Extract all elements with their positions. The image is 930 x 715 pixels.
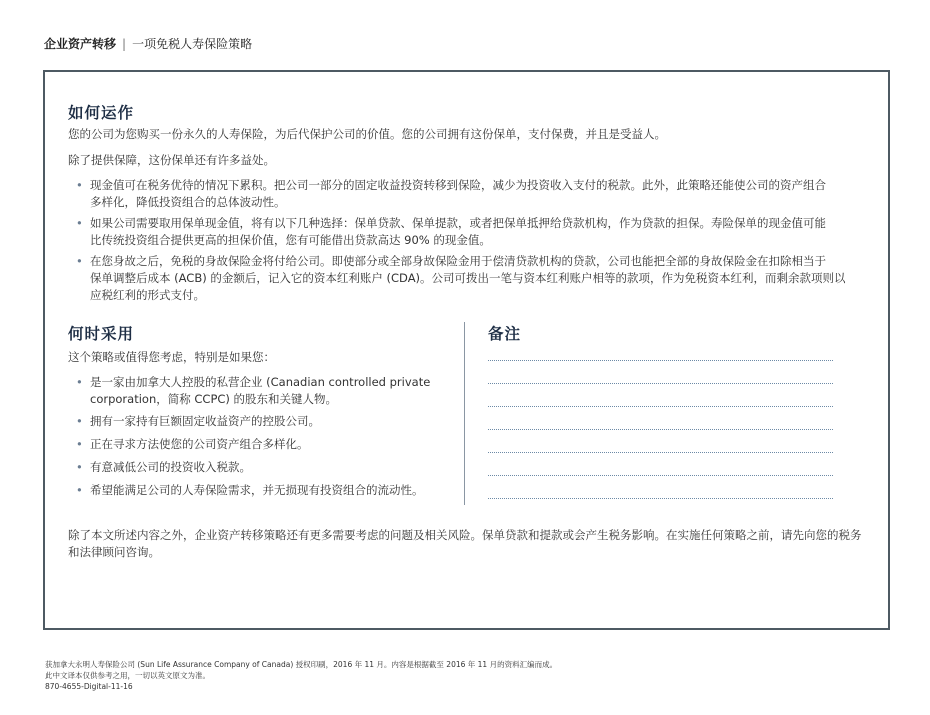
notes-heading: 备注	[488, 325, 522, 343]
how-bullet-2-line-2: 比传统投资组合提供更高的担保价值，您有可能借出贷款高达 90% 的现金值。	[90, 233, 491, 247]
when-bullet-1-line-2: corporation，简称 CCPC) 的股东和关键人物。	[90, 392, 338, 406]
how-bullet-2-line-1: 如果公司需要取用保单现金值，将有以下几种选择：保单贷款、保单提款，或者把保单抵押给贷款机构，作为贷款的担保。寿险保单的现金值可能	[90, 216, 826, 230]
bullet-dot-icon: •	[76, 414, 83, 428]
notes-line[interactable]	[488, 498, 833, 499]
when-bullet-4	[76, 459, 251, 476]
how-bullet-1-line-1: 现金值可在税务优待的情况下累积。把公司一部分的固定收益投资转移到保险，减少为投资收入支付的税款。此外，此策略还能使公司的资产组合	[90, 178, 826, 192]
disclaimer-line-2: 和法律顾问咨询。	[68, 545, 160, 559]
notes-line[interactable]	[488, 360, 833, 361]
bullet-dot-icon: •	[76, 375, 83, 389]
when-intro: 这个策略或值得您考虑，特别是如果您：	[68, 350, 275, 364]
column-divider	[464, 322, 465, 505]
bullet-dot-icon: •	[76, 254, 83, 268]
when-bullet-4-text: 有意减低公司的投资收入税款。	[90, 460, 251, 474]
how-heading: 如何运作	[68, 104, 135, 122]
header-title: 企业资产转移	[44, 37, 117, 51]
how-bullet-3-line-3: 应税红利的形式支付。	[90, 288, 205, 302]
disclaimer-line-1: 除了本文所述内容之外，企业资产转移策略还有更多需要考虑的问题及相关风险。保单贷款和提款或会产生税务影响。在实施任何策略之前，请先向您的税务	[68, 528, 862, 542]
bullet-dot-icon: •	[76, 178, 83, 192]
when-bullet-1	[76, 374, 430, 408]
when-bullet-2	[76, 413, 320, 430]
how-bullet-3-line-1: 在您身故之后，免税的身故保险金将付给公司。即使部分或全部身故保险金用于偿清贷款机构的贷款，公司也能把全部的身故保险金在扣除相当于	[90, 254, 826, 268]
how-paragraph-2: 除了提供保障，这份保单还有许多益处。	[68, 153, 275, 167]
bullet-dot-icon: •	[76, 437, 83, 451]
notes-line[interactable]	[488, 475, 833, 476]
footer-document-code: 870-4655-Digital-11-16	[45, 682, 133, 691]
when-bullet-2-text: 拥有一家持有巨额固定收益资产的控股公司。	[90, 414, 320, 428]
when-bullet-3	[76, 436, 309, 453]
header-separator: |	[122, 37, 127, 51]
document-header	[44, 35, 252, 52]
when-bullet-1-line-1: 是一家由加拿大人控股的私营企业 (Canadian controlled private	[90, 375, 431, 389]
how-bullet-2	[76, 215, 826, 249]
how-bullet-1-line-2: 多样化，降低投资组合的总体波动性。	[90, 195, 286, 209]
how-bullet-3-line-2: 保单调整后成本 (ACB) 的金额后，记入它的资本红利账户 (CDA)。公司可拨出一笔与资本红利账户相等的款项，作为免税资本红利，而剩余款项则以	[90, 271, 846, 285]
footer-translation-note: 此中文译本仅供参考之用，一切以英文原文为准。	[45, 671, 210, 680]
header-subtitle: 一项免税人寿保险策略	[132, 37, 253, 51]
how-bullet-1	[76, 177, 826, 211]
notes-line[interactable]	[488, 383, 833, 384]
bullet-dot-icon: •	[76, 460, 83, 474]
disclaimer	[68, 527, 862, 561]
when-bullet-3-text: 正在寻求方法使您的公司资产组合多样化。	[90, 437, 309, 451]
bullet-dot-icon: •	[76, 483, 83, 497]
notes-line[interactable]	[488, 452, 833, 453]
when-heading: 何时采用	[68, 325, 135, 343]
when-bullet-5-text: 希望能满足公司的人寿保险需求，并无损现有投资组合的流动性。	[90, 483, 424, 497]
footer-copyright: 获加拿大永明人寿保险公司 (Sun Life Assurance Company of Canada) 授权印刷，2016 年 11 月。内容是根据截至 2016 年 11 月的资料汇编而成。	[45, 660, 558, 669]
how-paragraph-1: 您的公司为您购买一份永久的人寿保险，为后代保护公司的价值。您的公司拥有这份保单，支付保费，并且是受益人。	[68, 127, 666, 141]
notes-line[interactable]	[488, 429, 833, 430]
notes-line[interactable]	[488, 406, 833, 407]
how-bullet-3	[76, 253, 846, 304]
when-bullet-5	[76, 482, 424, 499]
bullet-dot-icon: •	[76, 216, 83, 230]
